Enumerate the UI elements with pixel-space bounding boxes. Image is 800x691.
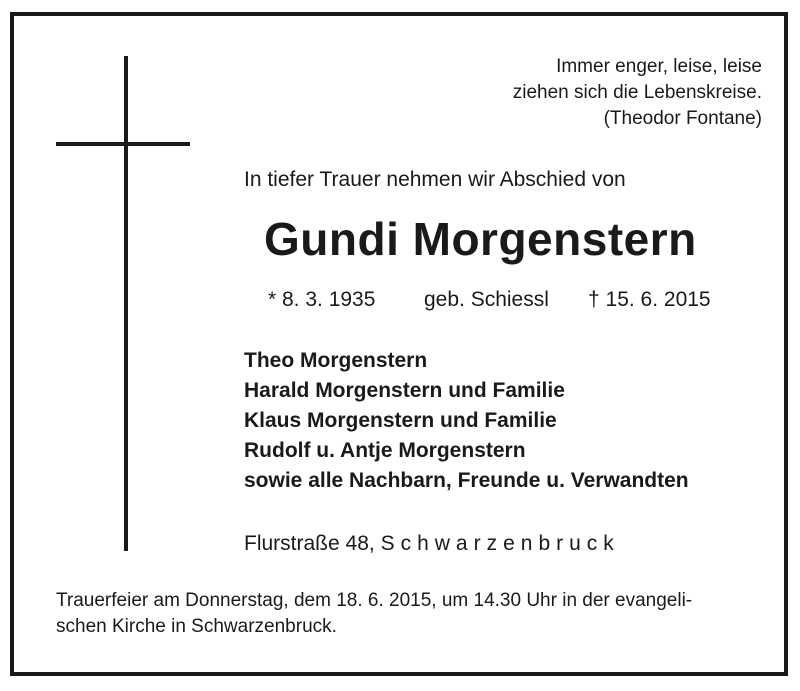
birth-name: geb. Schiessl [424, 288, 549, 311]
poem-line: ziehen sich die Lebenskreise. [512, 82, 762, 103]
death-date: † 15. 6. 2015 [588, 288, 711, 311]
funeral-info [56, 588, 756, 640]
address [244, 532, 620, 556]
intro-text: In tiefer Trauer nehmen wir Abschied von [244, 168, 626, 191]
obituary-notice [10, 12, 788, 676]
poem-line: Immer enger, leise, leise [556, 56, 762, 77]
cross-icon-crossbar [56, 142, 190, 146]
mourner-line: Klaus Morgenstern und Familie [244, 409, 557, 432]
funeral-line: Trauerfeier am Donnerstag, dem 18. 6. 2015, um 14.30 Uhr in der evangeli- [56, 590, 693, 611]
mourner-line: Theo Morgenstern [244, 349, 428, 372]
birth-date: * 8. 3. 1935 [268, 288, 376, 311]
deceased-name: Gundi Morgenstern [264, 213, 697, 265]
mourner-line: Harald Morgenstern und Familie [244, 379, 565, 402]
address-town: Schwarzenbruck [380, 532, 620, 555]
mourner-line: sowie alle Nachbarn, Freunde u. Verwandten [244, 469, 689, 492]
mourners-list [244, 346, 689, 496]
cross-icon [124, 56, 128, 551]
poem-author: (Theodor Fontane) [603, 108, 762, 129]
address-street: Flurstraße 48, [244, 532, 375, 555]
poem-quote [513, 54, 762, 132]
funeral-line: schen Kirche in Schwarzenbruck. [56, 616, 337, 637]
mourner-line: Rudolf u. Antje Morgenstern [244, 439, 526, 462]
